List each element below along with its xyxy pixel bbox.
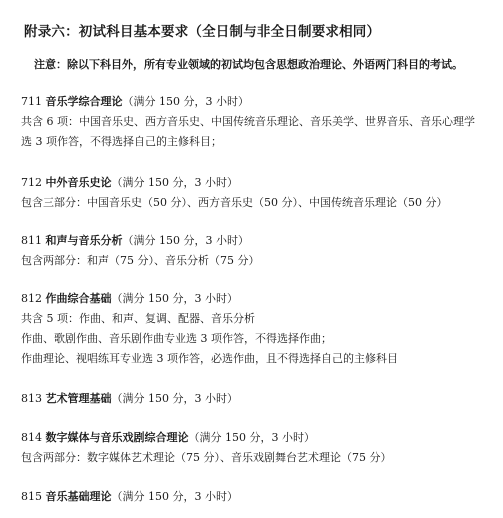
subject-line: 包含两部分：和声（75 分）、音乐分析（75 分） xyxy=(21,254,260,267)
subject-name: 数字媒体与音乐戏剧综合理论 xyxy=(45,431,189,444)
subject-line: 共含 6 项：中国音乐史、西方音乐史、中国传统音乐理论、音乐美学、世界音乐、音乐心理学 xyxy=(21,115,475,128)
subject-811 xyxy=(21,234,491,267)
subject-heading xyxy=(21,176,491,189)
subject-name: 音乐基础理论 xyxy=(45,490,112,503)
subject-code: 712 xyxy=(21,176,42,189)
subject-heading xyxy=(21,292,491,305)
subject-heading xyxy=(21,490,491,503)
exam-note: 注意：除以下科目外，所有专业领域的初试均包含思想政治理论、外语两门科目的考试。 xyxy=(34,58,463,71)
subject-line: 作曲理论、视唱练耳专业选 3 项作答，必选作曲，且不得选择自己的主修科目 xyxy=(21,352,398,365)
subject-line: 包含三部分：中国音乐史（50 分）、西方音乐史（50 分）、中国传统音乐理论（50 分） xyxy=(21,196,448,209)
subject-name: 音乐学综合理论 xyxy=(45,95,123,108)
subject-line: 作曲、歌剧作曲、音乐剧作曲专业选 3 项作答，不得选择作曲； xyxy=(21,332,332,345)
subject-711 xyxy=(21,95,491,148)
subject-code: 811 xyxy=(21,234,42,247)
subject-815 xyxy=(21,490,491,503)
subject-line: 选 3 项作答，不得选择自己的主修科目； xyxy=(21,135,222,148)
subject-heading xyxy=(21,95,491,108)
subject-712 xyxy=(21,176,491,209)
subject-score: （满分 150 分，3 小时） xyxy=(122,234,249,247)
subject-heading xyxy=(21,431,491,444)
subject-code: 815 xyxy=(21,490,42,503)
subject-name: 和声与音乐分析 xyxy=(45,234,123,247)
subject-score: （满分 150 分，3 小时） xyxy=(122,95,249,108)
subject-heading xyxy=(21,234,491,247)
subject-score: （满分 150 分，3 小时） xyxy=(111,392,238,405)
subject-score: （满分 150 分，3 小时） xyxy=(111,490,238,503)
subject-812 xyxy=(21,292,491,365)
subject-line: 包含两部分：数字媒体艺术理论（75 分）、音乐戏剧舞台艺术理论（75 分） xyxy=(21,451,392,464)
subject-heading xyxy=(21,392,491,405)
appendix-title: 附录六：初试科目基本要求（全日制与非全日制要求相同） xyxy=(24,24,381,40)
subject-code: 812 xyxy=(21,292,42,305)
subject-code: 711 xyxy=(21,95,42,108)
subject-score: （满分 150 分，3 小时） xyxy=(111,292,238,305)
subject-code: 814 xyxy=(21,431,42,444)
subject-line: 共含 5 项：作曲、和声、复调、配器、音乐分析 xyxy=(21,312,255,325)
subject-score: （满分 150 分，3 小时） xyxy=(111,176,238,189)
subject-814 xyxy=(21,431,491,464)
subject-name: 作曲综合基础 xyxy=(45,292,112,305)
subject-name: 艺术管理基础 xyxy=(45,392,112,405)
subject-813 xyxy=(21,392,491,405)
subject-code: 813 xyxy=(21,392,42,405)
subject-score: （满分 150 分，3 小时） xyxy=(188,431,315,444)
subject-name: 中外音乐史论 xyxy=(45,176,112,189)
